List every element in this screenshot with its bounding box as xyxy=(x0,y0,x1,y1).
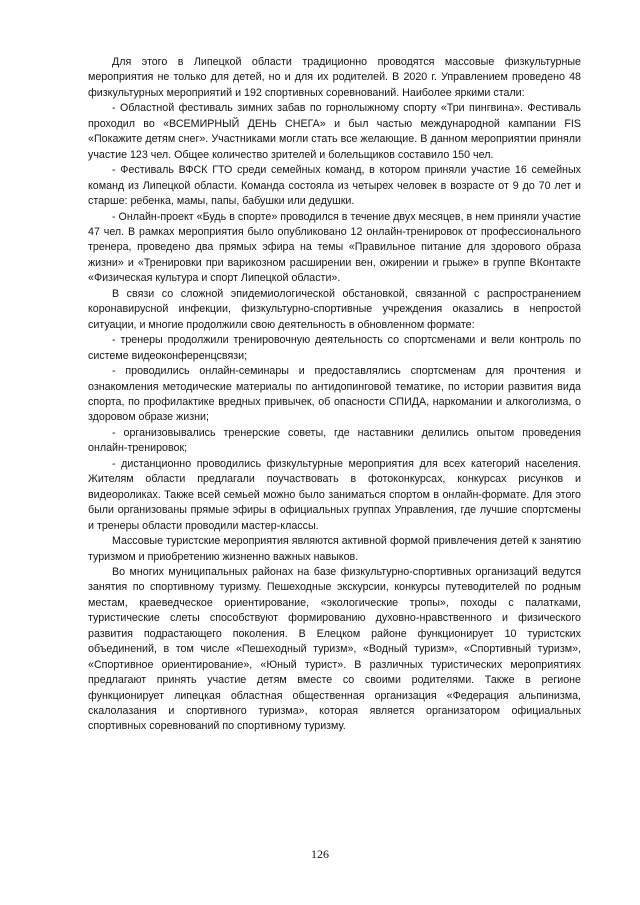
paragraph: В связи со сложной эпидемиологической обстановкой, связанной с распространением коронавирусной инфекции, физкультурно-спортивные учреждения оказались в непростой ситуации, и многие продолжили свою деятельность в обновленном формате: xyxy=(88,287,581,331)
paragraph: - проводились онлайн-семинары и предоставлялись спортсменам для прочтения и ознакомления методические материалы по антидопинговой тематике, по истории развития вида спорта, по профилактике вредных привычек, об опасности СПИДА, наркомании и алкоголизма, о здоровом образе жизни; xyxy=(88,365,581,424)
paragraph: Массовые туристские мероприятия являются активной формой привлечения детей к занятию туризмом и приобретению жизненно важных навыков. xyxy=(88,535,581,563)
paragraph: Для этого в Липецкой области традиционно проводятся массовые физкультурные мероприятия не только для детей, но и для их родителей. В 2020 г. Управлением проведено 48 физкультурных мероприятий и 192 спортивных соревнований. Наиболее яркими стали: xyxy=(88,56,581,99)
body-text xyxy=(88,55,581,735)
paragraph: - организовывались тренерские советы, где наставники делились опытом проведения онлайн-тренировок; xyxy=(88,426,581,455)
paragraph: - тренеры продолжили тренировочную деятельность со спортсменами и вели контроль по системе видеоконференцсвязи; xyxy=(88,334,581,362)
paragraph: - Онлайн-проект «Будь в спорте» проводился в течение двух месяцев, в нем приняли участие 47 чел. В рамках мероприятия было опубликовано 12 онлайн-тренировок от профессионального тренера, проведено два прямых эфира на темы «Правильное питание для здорового образа жизни» и «Тренировки при варикозном расширении вен, ожирении и грыже» в группе ВКонтакте «Физическая культура и спорт Липецкой области». xyxy=(88,210,581,285)
paragraph: Во многих муниципальных районах на базе физкультурно-спортивных организаций ведутся занятия по спортивному туризму. Пешеходные экскурсии, конкурсы путеводителей по родным местам, краеведческое ориентирование, «экологические тропы», походы с палатками, туристические слеты способствуют формированию духовно-нравственного и физического развития подрастающего поколения. В Елецком районе функционирует 10 туристских объединений, в том числе «Пешеходный туризм», «Водный туризм», «Спортивный туризм», «Спортивное ориентирование», «Юный турист». В различных туристических мероприятиях предлагают принять участие детям вместе со своими родителями. Также в регионе функционирует липецкая областная общественная организация «Федерация альпинизма, скалолазания и спортивного туризма», которая является организатором официальных спортивных соревнований по спортивному туризму. xyxy=(88,565,581,733)
page-number: 126 xyxy=(311,847,329,861)
paragraph: - Фестиваль ВФСК ГТО среди семейных команд, в котором приняли участие 16 семейных команд из Липецкой области. Команда состояла из четырех человек в возрасте от 9 до 70 лет и старше: ребенка, мамы, папы, бабушки или дедушки. xyxy=(88,164,581,208)
paragraph: - Областной фестиваль зимних забав по горнолыжному спорту «Три пингвина». Фестиваль проходил во «ВСЕМИРНЫЙ ДЕНЬ СНЕГА» и был частью международной кампании FIS «Покажите детям снег». Участниками могли стать все желающие. В данном мероприятии приняли участие 123 чел. Общее количество зрителей и болельщиков составило 150 чел. xyxy=(88,102,581,161)
paragraph: - дистанционно проводились физкультурные мероприятия для всех категорий населения. Жителям области предлагали поучаствовать в фотоконкурсах, конкурсах рисунков и видеороликах. Также всей семьей можно было заниматься спортом в онлайн-формате. Для этого были организованы прямые эфиры в официальных группах Управления, где лучшие спортсмены и тренеры области проводили мастер-классы. xyxy=(88,457,581,532)
